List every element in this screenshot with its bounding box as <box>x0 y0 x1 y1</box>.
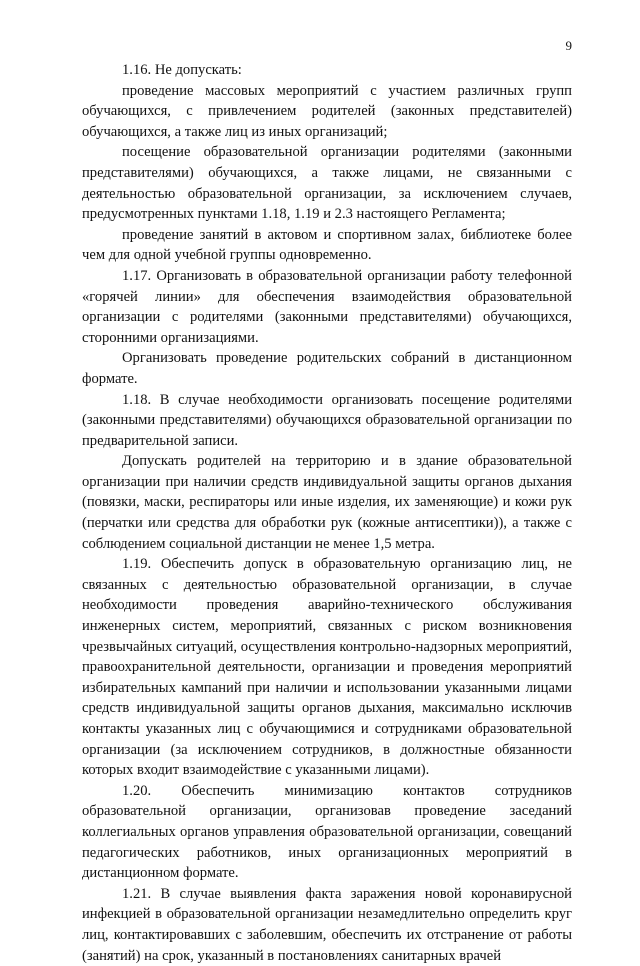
page-number: 9 <box>565 38 572 53</box>
paragraph-visits: посещение образовательной организации родителями (законными представителями) обучающихся, а также лицами, не связанными с деятельностью образовательной организации, за исключением случаев, предусмотренных пунктами 1.18, 1.19 и 2.3 настоящего Регламента; <box>82 144 572 223</box>
paragraph-halls: проведение занятий в актовом и спортивном залах, библиотеке более чем для одной учебной группы одновременно. <box>82 226 572 264</box>
document-body <box>82 60 572 966</box>
paragraph-1-17: 1.17. Организовать в образовательной организации работу телефонной «горячей линии» для обеспечения взаимодействия образовательной организации с родителями (законными представителями) обучающихся, сторонними организациями. <box>82 267 572 346</box>
paragraph-parent-meetings: Организовать проведение родительских собраний в дистанционном формате. <box>82 350 572 387</box>
paragraph-1-20: 1.20. Обеспечить минимизацию контактов сотрудников образовательной организации, организовав проведение заседаний коллегиальных органов управления образовательной организации, совещаний педагогических работников, иных организационных мероприятий в дистанционном формате. <box>82 782 572 882</box>
paragraph-1-16-heading: 1.16. Не допускать: <box>122 62 242 78</box>
paragraph-1-21: 1.21. В случае выявления факта заражения новой коронавирусной инфекцией в образовательной организации незамедлительно определить круг лиц, контактировавших с заболевшим, обеспечить их отстранение от работы (занятий) на срок, указанный в постановлениях санитарных врачей <box>82 885 572 964</box>
paragraph-1-19: 1.19. Обеспечить допуск в образовательную организацию лиц, не связанных с деятельностью образовательной организации, в случае необходимости проведения аварийно-технического обслуживания инженерных систем, мероприятий, связанных с риском возникновения чрезвычайных ситуаций, осуществления контрольно-надзорных мероприятий, правоохранительной деятельности, организации и проведения мероприятий избирательных кампаний при наличии и использовании указанными лицами средств индивидуальной защиты органов дыхания, максимально исключив контакты указанных лиц с обучающимися и сотрудниками образовательной организации (за исключением сотрудников, в должностные обязанности которых входит взаимодействие с указанными лицами). <box>82 556 572 779</box>
paragraph-1-18: 1.18. В случае необходимости организовать посещение родителями (законными представителями) обучающихся образовательной организации по предварительной записи. <box>82 391 572 449</box>
paragraph-mass-events: проведение массовых мероприятий с участием различных групп обучающихся, с привлечением родителей (законных представителей) обучающихся, а также лиц из иных организаций; <box>82 82 572 140</box>
paragraph-parent-admission: Допускать родителей на территорию и в здание образовательной организации при наличии средств индивидуальной защиты органов дыхания (повязки, маски, респираторы или иные изделия, их заменяющие) и кожи рук (перчатки или средства для обработки рук (кожные антисептики)), а также с соблюдением социальной дистанции не менее 1,5 метра. <box>82 453 572 552</box>
